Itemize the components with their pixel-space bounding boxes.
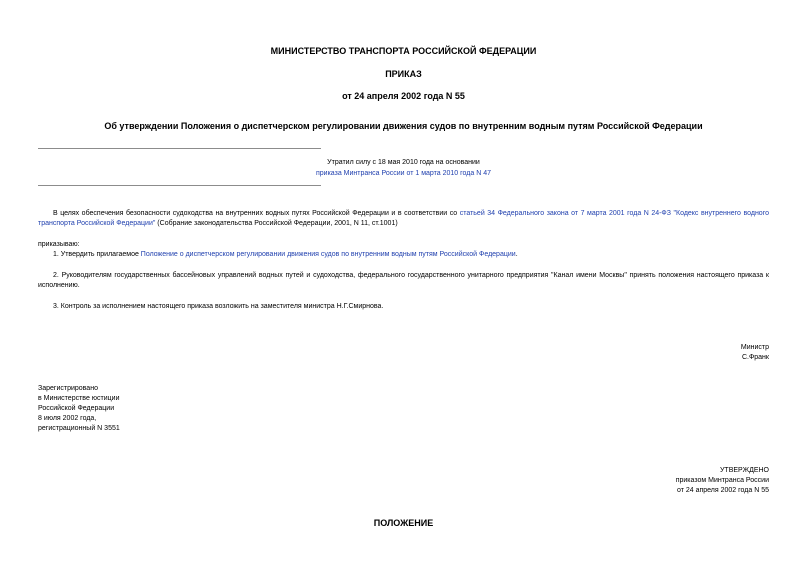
ministry-heading: МИНИСТЕРСТВО ТРАНСПОРТА РОССИЙСКОЙ ФЕДЕРАЦИИ [270, 46, 537, 56]
order-word: приказываю: [38, 241, 80, 248]
preamble-law-link[interactable]: статьей 34 Федерального закона от 7 марта 2001 года N 24-ФЗ "Кодекс внутреннего водного транспорта Российской Федерации" [38, 210, 769, 227]
item-1-end: . [515, 251, 518, 258]
signature-position: Министр [740, 344, 769, 351]
signature-name: С.Франк [741, 354, 769, 361]
status-note-link[interactable]: приказа Минтранса России от 1 марта 2010 года N 47 [316, 170, 491, 177]
document-title: Об утверждении Положения о диспетчерском регулировании движения судов по внутренним водным путям Российской Федерации [104, 121, 703, 131]
registration-line-3: Российской Федерации [38, 405, 115, 412]
approval-line-3: от 24 апреля 2002 года N 55 [676, 487, 769, 494]
approval-line-2: приказом Минтранса России [675, 477, 769, 484]
registration-line-1: Зарегистрировано [38, 385, 98, 392]
preamble-text-before: В целях обеспечения безопасности судоходства на внутренних водных путях Российской Федерации и в соответствии со [53, 210, 460, 217]
registration-line-5: регистрационный N 3551 [38, 425, 120, 432]
top-divider [38, 148, 321, 149]
date-number-heading: от 24 апреля 2002 года N 55 [342, 91, 465, 101]
item-1-link[interactable]: Положение о диспетчерском регулировании движения судов по внутренним водным путям Российской Федерации [140, 251, 516, 258]
bottom-divider [38, 185, 321, 186]
registration-line-2: в Министерстве юстиции [38, 395, 120, 402]
doc-type-heading: ПРИКАЗ [385, 69, 422, 79]
preamble-text-after: (Собрание законодательства Российской Федерации, 2001, N 11, ст.1001) [155, 220, 398, 227]
registration-line-4: 8 июля 2002 года, [38, 415, 97, 422]
section-title: ПОЛОЖЕНИЕ [373, 518, 434, 528]
item-2: 2. Руководителям государственных бассейновых управлений водных путей и судоходства, федерального государственного унитарного предприятия "Канал имени Москвы" принять положения настоящего приказа к исполнению. [38, 272, 769, 289]
approval-line-1: УТВЕРЖДЕНО [719, 467, 769, 474]
item-3: 3. Контроль за исполнением настоящего приказа возложить на заместителя министра Н.Г.Смирнова. [53, 303, 384, 310]
registration-block [38, 384, 120, 434]
approval-block [676, 466, 769, 496]
status-note-text: Утратил силу с 18 мая 2010 года на основании [327, 159, 480, 166]
preamble-paragraph [38, 209, 769, 229]
item-1 [38, 250, 769, 260]
item-1-text: 1. Утвердить прилагаемое [53, 251, 141, 258]
